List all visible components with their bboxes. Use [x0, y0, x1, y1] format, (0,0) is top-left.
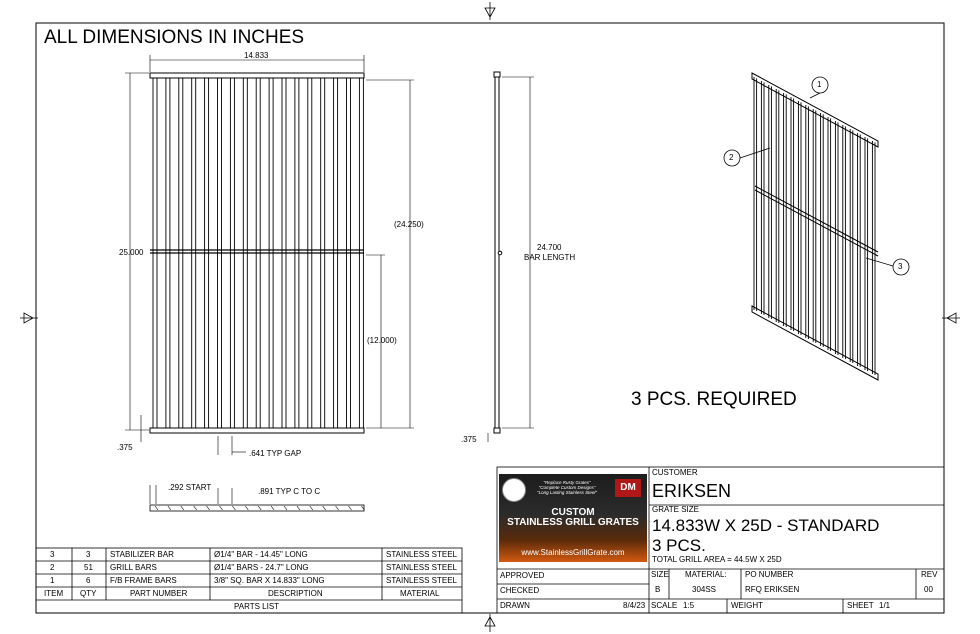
parts-row-1-material: STAINLESS STEEL — [386, 576, 457, 585]
pieces-value: 3 PCS. — [652, 536, 706, 555]
parts-row-2-item: 2 — [50, 563, 55, 572]
balloon-2: 2 — [729, 153, 734, 162]
material-label: MATERIAL: — [685, 570, 727, 579]
brand-mark: DM — [615, 479, 641, 497]
balloon-1: 1 — [817, 80, 822, 89]
parts-row-2-part: GRILL BARS — [110, 563, 157, 572]
weight-label: WEIGHT — [731, 601, 763, 610]
units-title: ALL DIMENSIONS IN INCHES — [44, 27, 305, 48]
logo-slogan: "Replace Rusty Grates" "Complete Custom Designs" "Long Lasting Stainless Steel" — [537, 480, 597, 495]
parts-header-desc: DESCRIPTION — [268, 589, 323, 598]
parts-header-part: PART NUMBER — [130, 589, 188, 598]
parts-row-1-qty: 6 — [86, 576, 91, 585]
parts-row-1-desc: 3/8" SQ. BAR X 14.833" LONG — [214, 576, 325, 585]
zone-markers — [20, 2, 960, 632]
sheet-label: SHEET — [847, 601, 874, 610]
parts-header-material: MATERIAL — [400, 589, 440, 598]
po-label: PO NUMBER — [745, 570, 794, 579]
po-value: RFQ ERIKSEN — [745, 585, 800, 594]
parts-row-3-desc: Ø1/4" BAR - 14.45" LONG — [214, 550, 308, 559]
checked-label: CHECKED — [500, 586, 540, 595]
iso-view — [752, 73, 878, 380]
company-logo — [499, 474, 647, 562]
parts-row-1-part: F/B FRAME BARS — [110, 576, 177, 585]
approved-label: APPROVED — [500, 571, 545, 580]
parts-list-title: PARTS LIST — [234, 602, 280, 611]
total-area: TOTAL GRILL AREA = 44.5W X 25D — [652, 555, 782, 564]
parts-row-3-qty: 3 — [86, 550, 91, 559]
side-view — [494, 72, 502, 433]
grate-size-label: GRATE SIZE — [652, 505, 699, 514]
material-value: 304SS — [692, 585, 717, 594]
grate-size-value: 14.833W X 25D - STANDARD — [652, 516, 880, 535]
customer-name: ERIKSEN — [652, 481, 732, 501]
quantity-note: 3 PCS. REQUIRED — [631, 389, 797, 410]
size-value: B — [655, 585, 661, 594]
iso-balloons — [724, 77, 909, 275]
bar-length-value: 24.700 — [537, 243, 562, 252]
bottom-spacing-dimension: .891 TYP C TO C — [258, 487, 321, 496]
parts-row-2-qty: 51 — [84, 563, 93, 572]
bottom-start-dimension: .292 START — [168, 483, 212, 492]
scale-value: 1:5 — [683, 601, 695, 610]
parts-row-2-material: STAINLESS STEEL — [386, 563, 457, 572]
parts-row-1-item: 1 — [50, 576, 55, 585]
size-label: SIZE — [651, 570, 669, 579]
flag-seal-icon — [502, 478, 526, 502]
drawn-label: DRAWN — [500, 601, 530, 610]
parts-row-3-item: 3 — [50, 550, 55, 559]
side-offset-dimension: .375 — [461, 435, 477, 444]
logo-brand-line2: STAINLESS GRILL GRATES — [507, 517, 639, 528]
rev-value: 00 — [924, 585, 933, 594]
drawn-date: 8/4/23 — [623, 601, 646, 610]
front-inner-height-dimension: (24.250) — [394, 220, 424, 229]
bar-length-label: BAR LENGTH — [524, 253, 576, 262]
customer-label: CUSTOMER — [652, 468, 698, 477]
parts-header-qty: QTY — [80, 589, 97, 598]
logo-url: www.StainlessGrillGrate.com — [521, 548, 625, 557]
sheet-value: 1/1 — [879, 601, 891, 610]
logo-brand-line1: CUSTOM — [551, 507, 595, 518]
scale-label: SCALE — [651, 601, 678, 610]
parts-row-3-part: STABILIZER BAR — [110, 550, 174, 559]
parts-row-3-material: STAINLESS STEEL — [386, 550, 457, 559]
parts-header-item: ITEM — [44, 589, 64, 598]
front-offset-dimension: .375 — [117, 443, 133, 452]
front-half-height-dimension: (12.000) — [367, 336, 397, 345]
front-height-dimension: 25.000 — [119, 248, 144, 257]
front-width-dimension: 14.833 — [244, 51, 269, 60]
gap-dimension: .641 TYP GAP — [249, 449, 302, 458]
parts-row-2-desc: Ø1/4" BARS - 24.7" LONG — [214, 563, 309, 572]
rev-label: REV — [921, 570, 938, 579]
balloon-3: 3 — [898, 262, 903, 271]
